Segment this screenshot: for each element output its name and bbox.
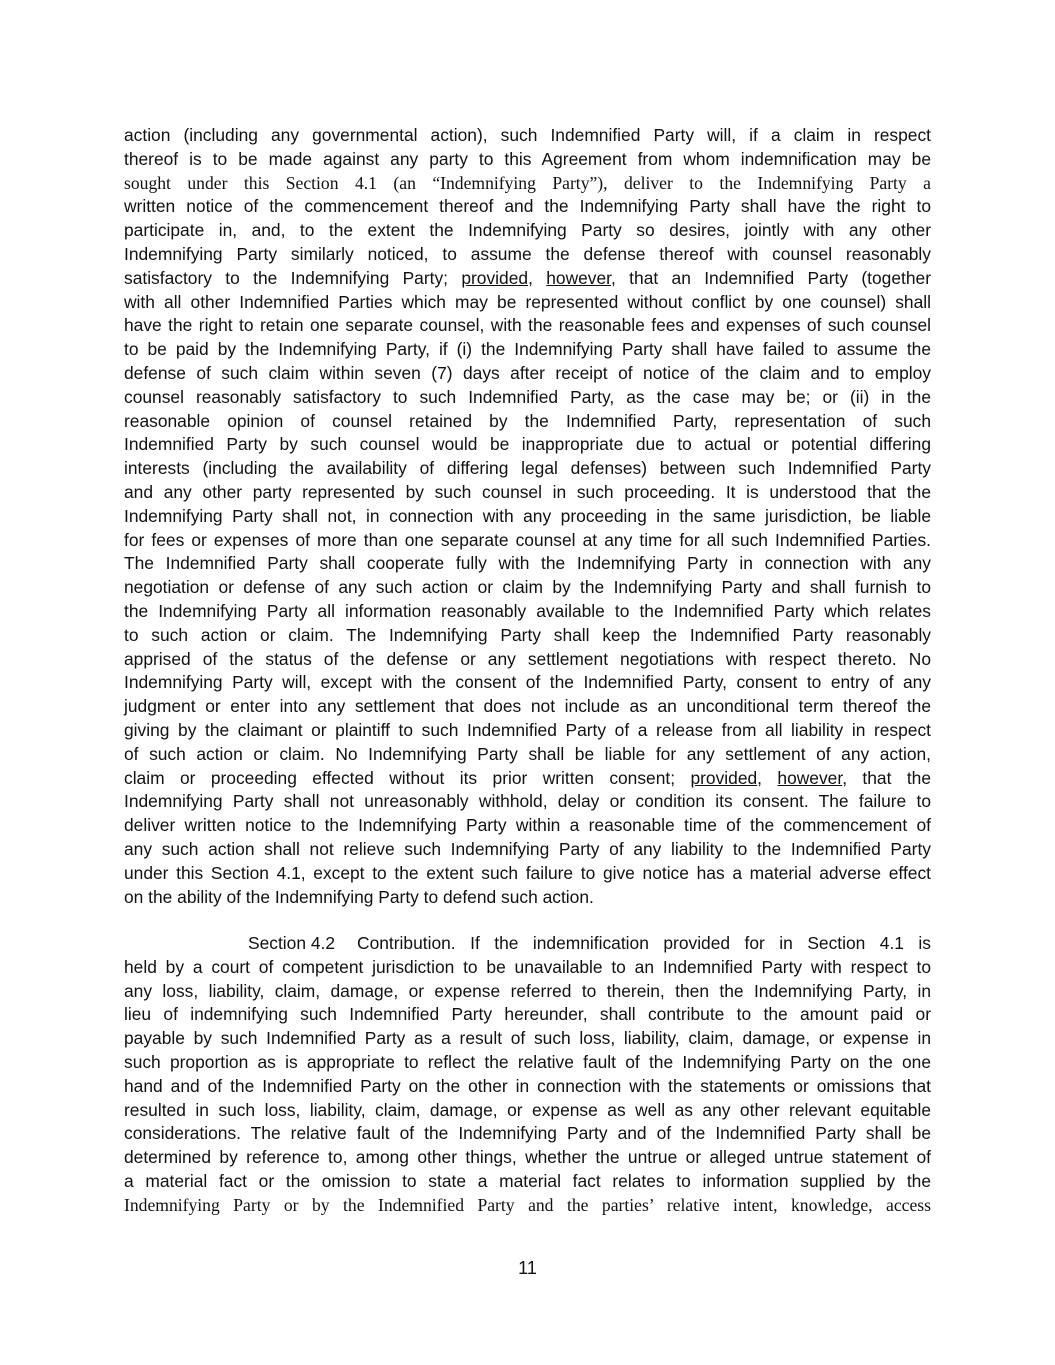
underlined-term-provided: provided [690, 767, 758, 788]
text-line: deliver written notice to the Indemnifying Party within a reasonable time of the commencement of [124, 815, 931, 836]
text-line: such proportion as is appropriate to reflect the relative fault of the Indemnifying Party on the one [124, 1051, 931, 1072]
underlined-term-however: however [777, 767, 843, 788]
text-line: The Indemnified Party shall cooperate fully with the Indemnifying Party in connection with any [124, 553, 931, 574]
text-line: any such action shall not relieve such Indemnifying Party of any liability to the Indemnified Party [124, 838, 931, 859]
text-line: written notice of the commencement thereof and the Indemnifying Party shall have the right to [124, 196, 931, 217]
section-number: Section 4.2 [248, 933, 336, 953]
text-line: lieu of indemnifying such Indemnified Party hereunder, shall contribute to the amount paid or [124, 1004, 931, 1025]
text-line: action (including any governmental action), such Indemnified Party will, if a claim in respect [124, 125, 931, 145]
text-line: of such action or claim. No Indemnifying Party shall be liable for any settlement of any action, [124, 743, 931, 764]
text-run: If the indemnification provided for in Section 4.1 is [470, 933, 931, 953]
underlined-term-however: however [546, 267, 612, 288]
text-line: judgment or enter into any settlement that does not include as an unconditional term thereof the [124, 696, 931, 717]
text-line: payable by such Indemnified Party as a result of such loss, liability, claim, damage, or expense in [124, 1028, 931, 1049]
text-line: thereof is to be made against any party to this Agreement from whom indemnification may be [124, 148, 931, 169]
text-line: hand and of the Indemnified Party on the other in connection with the statements or omissions that [124, 1075, 931, 1096]
text-line: defense of such claim within seven (7) days after receipt of notice of the claim and to employ [124, 362, 931, 383]
text-line: Indemnifying Party will, except with the consent of the Indemnified Party, consent to entry of any [124, 672, 931, 693]
text-line: participate in, and, to the extent the Indemnifying Party so desires, jointly with any other [124, 220, 931, 241]
text-line: resulted in such loss, liability, claim, damage, or expense as well as any other relevant equitable [124, 1099, 931, 1120]
underlined-term-provided: provided [461, 267, 529, 288]
text-line: counsel reasonably satisfactory to such Indemnified Party, as the case may be; or (ii) in the [124, 386, 931, 407]
text-run: , that the [842, 767, 931, 788]
text-line [124, 267, 931, 291]
text-line: the Indemnifying Party all information reasonably available to the Indemnified Party which relates [124, 600, 931, 621]
text-line: Indemnified Party by such counsel would be inappropriate due to actual or potential differing [124, 434, 931, 455]
text-line: Indemnifying Party or by the Indemnified Party and the parties’ relative intent, knowledge, access [124, 1194, 931, 1215]
text-run: claim or proceeding effected without its prior written consent; [124, 767, 691, 788]
text-line: Indemnifying Party similarly noticed, to assume the defense thereof with counsel reasonably [124, 243, 931, 264]
text-run: , [528, 267, 547, 288]
text-run: , [757, 767, 778, 788]
text-run: , that an Indemnified Party (together [611, 267, 931, 288]
text-line [124, 767, 931, 791]
text-line: on the ability of the Indemnifying Party to defend such action. [124, 886, 594, 907]
text-line: for fees or expenses of more than one separate counsel at any time for all such Indemnified Parties. [124, 529, 931, 550]
text-line: held by a court of competent jurisdiction to be unavailable to an Indemnified Party with respect to [124, 956, 931, 977]
section-title: Contribution. [357, 933, 456, 953]
text-line: have the right to retain one separate counsel, with the reasonable fees and expenses of such counsel [124, 315, 931, 336]
text-line: apprised of the status of the defense or any settlement negotiations with respect thereto. No [124, 648, 931, 669]
text-line: to such action or claim. The Indemnifying Party shall keep the Indemnified Party reasonably [124, 624, 931, 645]
paragraph-indemnification-procedure [124, 124, 931, 909]
text-line: with all other Indemnified Parties which may be represented without conflict by one counsel) shall [124, 291, 931, 312]
text-line: sought under this Section 4.1 (an “Indemnifying Party”), deliver to the Indemnifying Party a [124, 172, 931, 193]
text-line: Indemnifying Party shall not unreasonably withhold, delay or condition its consent. The failure to [124, 791, 931, 812]
page-number: 11 [518, 1258, 537, 1278]
text-line: negotiation or defense of any such action or claim by the Indemnifying Party and shall furnish to [124, 577, 931, 598]
text-line: Indemnifying Party shall not, in connection with any proceeding in the same jurisdiction, be liable [124, 505, 931, 526]
paragraph-section-4-2-contribution [124, 932, 931, 1218]
text-line: interests (including the availability of differing legal defenses) between such Indemnified Party [124, 458, 931, 479]
text-line: under this Section 4.1, except to the extent such failure to give notice has a material adverse effect [124, 862, 931, 883]
text-line: to be paid by the Indemnifying Party, if (i) the Indemnifying Party shall have failed to assume the [124, 339, 931, 360]
text-line: reasonable opinion of counsel retained by the Indemnified Party, representation of such [124, 410, 931, 431]
text-run: satisfactory to the Indemnifying Party; [124, 267, 462, 288]
text-line: determined by reference to, among other things, whether the untrue or alleged untrue statement of [124, 1147, 931, 1168]
text-line: and any other party represented by such counsel in such proceeding. It is understood that the [124, 481, 931, 502]
text-line: considerations. The relative fault of the Indemnifying Party and of the Indemnified Party shall be [124, 1123, 931, 1144]
text-line: any loss, liability, claim, damage, or expense referred to therein, then the Indemnifying Party, in [124, 980, 931, 1001]
text-line [124, 932, 931, 956]
text-line: a material fact or the omission to state a material fact relates to information supplied by the [124, 1170, 931, 1191]
text-line: giving by the claimant or plaintiff to such Indemnified Party of a release from all liability in respect [124, 719, 931, 740]
